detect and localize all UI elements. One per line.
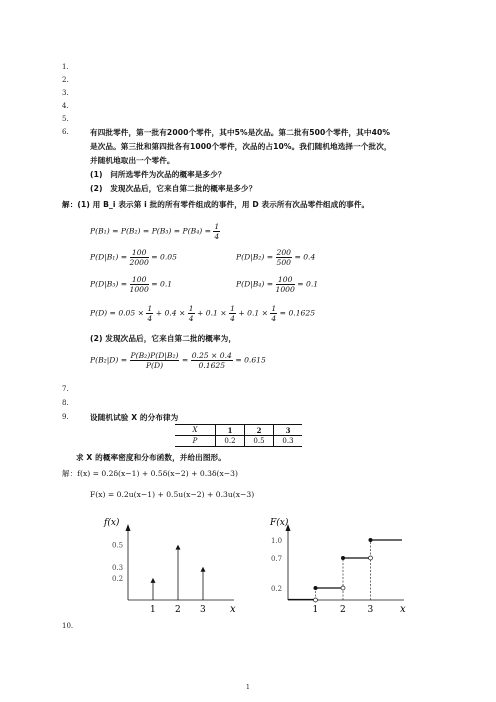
post-num2: 0.25 × 0.4 (191, 351, 232, 360)
c3-val: = 0.1 (151, 279, 173, 289)
open-endpoint (341, 586, 345, 590)
prior-num: 1 (214, 222, 220, 231)
density-chart (100, 515, 240, 615)
eq-cond-3 (90, 275, 172, 294)
list-number: 6. (62, 128, 69, 136)
x-tick-label: 3 (200, 605, 206, 615)
q9-sol-f: 解：f(x) = 0.2δ(x−1) + 0.5δ(x−2) + 0.3δ(x−3) (62, 469, 238, 478)
eq-priors (90, 222, 220, 241)
post-den2: 0.1625 (198, 361, 226, 370)
q6-sub1: (1) 问所选零件为次品的概率是多少？ (90, 170, 226, 179)
post-lhs: P(B₂|D) = (90, 355, 128, 365)
c3-num: 100 (130, 275, 149, 285)
post-frac-2 (191, 351, 233, 370)
chart-title: F(x) (270, 518, 289, 528)
c4-num: 100 (276, 275, 295, 285)
frac-den: 4 (147, 314, 153, 323)
chart-title: f(x) (104, 518, 120, 528)
total-frac-1 (146, 304, 153, 323)
x-tick-label: 3 (367, 605, 374, 615)
c1-lhs: P(D|B₁) = (90, 252, 128, 262)
q6-line3: 并随机地取出一个零件。 (90, 156, 175, 165)
total-mid-2: + 0.1 × (197, 308, 227, 318)
frac-num: 1 (188, 304, 194, 313)
c1-num: 100 (130, 248, 149, 258)
q9-stem: 设随机试验 X 的分布律为 (90, 413, 179, 422)
list-number: 8. (62, 399, 69, 407)
table-cell: 0.2 (216, 436, 245, 447)
filled-endpoint (314, 586, 318, 590)
eq-total-prob (90, 304, 315, 323)
x-tick-label: 2 (175, 605, 181, 615)
y-tick-label: 0.3 (112, 563, 124, 572)
list-number: 2. (62, 76, 69, 84)
list-number: 4. (62, 102, 69, 110)
post-frac-1 (130, 351, 180, 370)
y-tick-label: 0.2 (271, 585, 283, 593)
c4-fraction (276, 275, 295, 294)
table-cell: 0.5 (245, 436, 274, 447)
c3-den: 1000 (129, 285, 149, 294)
table-row (175, 436, 302, 447)
impulse-arrow (151, 578, 156, 583)
y-tick-label: 0.2 (112, 574, 124, 583)
c2-val: = 0.4 (294, 252, 316, 262)
list-number: 10. (62, 622, 74, 630)
page-number: 1 (246, 684, 250, 691)
c2-num: 200 (276, 248, 292, 257)
c3-fraction (130, 275, 149, 294)
eq-cond-1 (90, 248, 177, 267)
x-tick-label: 1 (312, 605, 319, 615)
impulse-arrow (201, 567, 206, 572)
prior-den: 4 (214, 232, 220, 241)
prior-fraction (213, 222, 220, 241)
eq-cond-2 (236, 248, 315, 267)
open-endpoint (369, 556, 373, 560)
table-cell: 3 (274, 425, 303, 436)
c1-val: = 0.05 (151, 252, 177, 262)
filled-endpoint (369, 538, 373, 542)
c2-lhs: P(D|B₂) = (236, 252, 274, 262)
sol6-intro: 解：(1) 用 B_i 表示第 i 批的所有零件组成的事件，用 D 表示所有次品零件组成的事件。 (62, 200, 370, 209)
sol6-part2: (2) 发现次品后，它来自第二批的概率为， (90, 334, 237, 343)
x-tick-label: 1 (150, 605, 156, 615)
table-cell: 2 (245, 425, 274, 436)
x-axis-label: x (400, 604, 406, 615)
frac-num: 1 (271, 304, 277, 313)
q9-sol-F: F(x) = 0.2u(x−1) + 0.5u(x−2) + 0.3u(x−3) (90, 490, 255, 499)
c1-fraction (130, 248, 149, 267)
frac-num: 1 (147, 304, 153, 313)
list-number: 5. (62, 115, 69, 123)
total-frac-3 (229, 304, 236, 323)
frac-den: 4 (188, 314, 194, 323)
frac-den: 4 (271, 314, 277, 323)
total-frac-2 (188, 304, 195, 323)
distribution-chart (262, 515, 422, 615)
total-mid-1: + 0.4 × (155, 308, 186, 318)
list-number: 1. (62, 63, 69, 71)
frac-num: 1 (230, 304, 235, 313)
list-number: 7. (62, 385, 69, 393)
c4-den: 1000 (275, 285, 295, 294)
c3-lhs: P(D|B₃) = (90, 279, 128, 289)
y-axis-arrow (126, 524, 131, 531)
post-num: P(B₂)P(D|B₂) (130, 351, 179, 360)
q6-line1: 有四批零件，第一批有2000个零件，其中5%是次品。第二批有500个零件，其中40% (90, 128, 391, 137)
eq-posterior: P(B₂|D) = $\frac{\text{P(B₂)P(D|B₂)}}{P(D)}$ = $\frac{0.25 \times 0.4}{0.1625}$ = 0.615 (90, 351, 266, 370)
list-number: 3. (62, 89, 69, 97)
eq-priors-lhs: P(B₁) = P(B₂) = P(B₃) = P(B₄) = (90, 226, 211, 236)
x-axis-label: x (230, 604, 236, 615)
table-cell: 0.3 (274, 436, 303, 447)
y-tick-label: 0.5 (112, 541, 124, 550)
x-tick-label: 2 (340, 605, 346, 615)
table-row (175, 425, 302, 436)
c4-lhs: P(D|B₄) = (236, 279, 274, 289)
c4-val: = 0.1 (297, 279, 319, 289)
y-tick-label: 0.7 (271, 555, 283, 563)
distribution-table (175, 424, 302, 447)
post-val: = 0.615 (235, 355, 266, 365)
total-val: = 0.1625 (279, 308, 316, 318)
open-endpoint (314, 598, 318, 602)
impulse-arrow (176, 545, 181, 550)
post-den: P(D) (145, 361, 164, 370)
list-number: 9. (62, 413, 69, 421)
q6-sub2: (2) 发现次品后，它来自第二批的概率是多少？ (90, 184, 257, 193)
y-tick-label: 1.0 (271, 537, 283, 545)
eq-cond-4 (236, 275, 318, 294)
filled-endpoint (341, 556, 345, 560)
total-lhs: P(D) = 0.05 × (90, 308, 144, 318)
c2-den: 500 (276, 258, 292, 267)
q6-line2: 是次品。第三批和第四批各有1000个零件，次品的占10%。我们随机地选择一个批次， (90, 142, 392, 151)
total-frac-4 (270, 304, 277, 323)
table-head-cell: P (175, 436, 216, 447)
c1-den: 2000 (129, 258, 149, 267)
table-cell: 1 (216, 425, 245, 436)
frac-den: 4 (230, 314, 235, 323)
q9-ask: 求 X 的概率密度和分布函数，并给出图形。 (76, 453, 226, 462)
total-mid-3: + 0.1 × (238, 308, 268, 318)
table-head-cell: X (175, 425, 216, 436)
c2-fraction (276, 248, 293, 267)
